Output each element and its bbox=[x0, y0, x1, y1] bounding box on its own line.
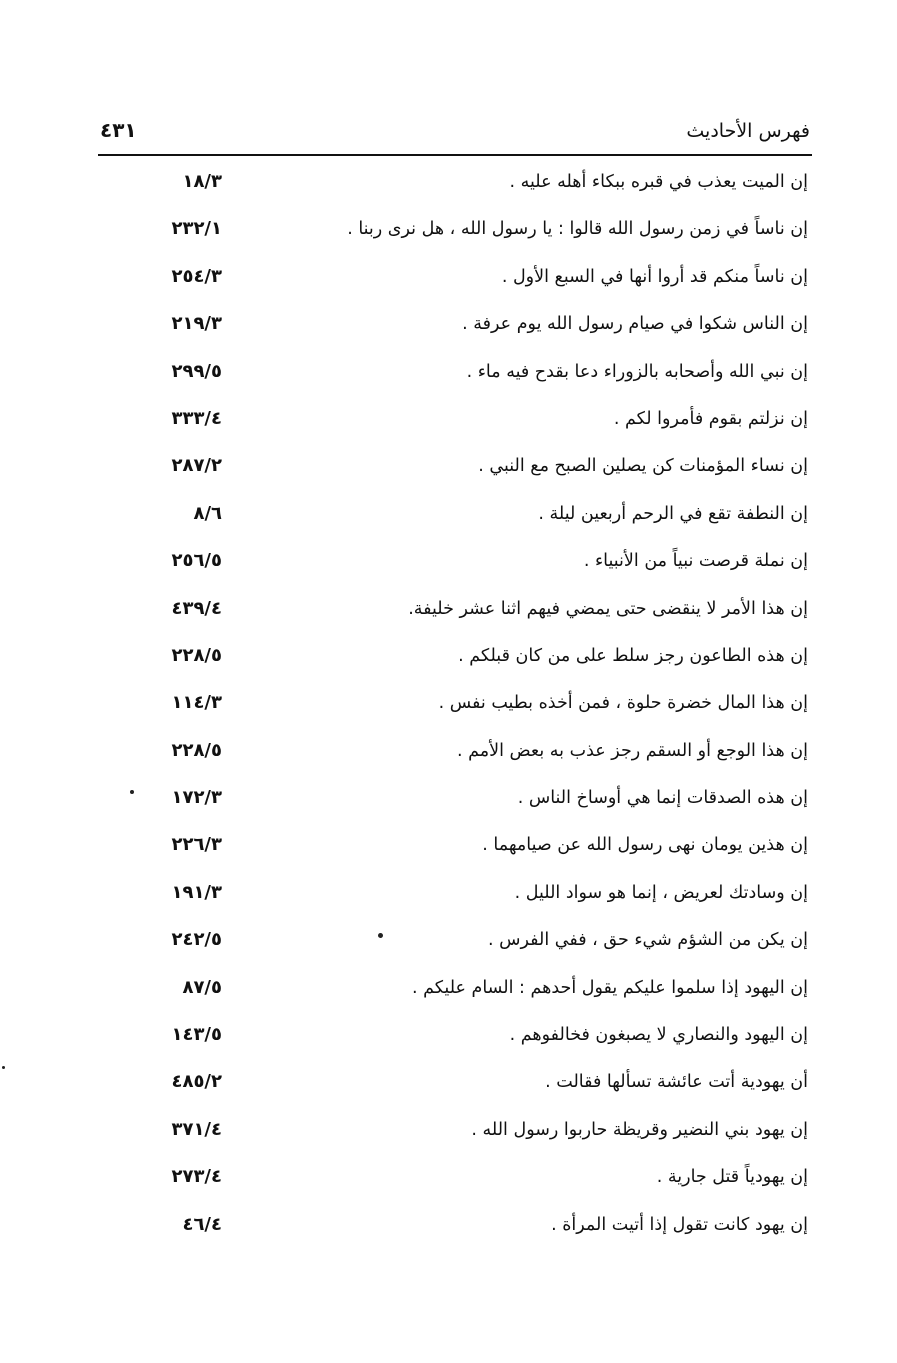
volume-page-reference: ٣٣٣/٤ bbox=[171, 407, 222, 429]
hadith-text: إن الميت يعذب في قبره ببكاء أهله عليه . bbox=[509, 172, 808, 192]
volume-page-reference: ١٤٣/٥ bbox=[171, 1024, 222, 1046]
hadith-text: إن هذه الصدقات إنما هي أوساخ الناس . bbox=[517, 788, 808, 809]
hadith-text: إن نساء المؤمنات كن يصلين الصبح مع النبي . bbox=[478, 456, 808, 477]
hadith-text: إن ناساً في زمن رسول الله قالوا : يا رسول الله ، هل نرى ربنا . bbox=[347, 219, 808, 240]
index-entry bbox=[0, 681, 897, 728]
volume-page-reference: ٢٢٨/٥ bbox=[171, 739, 222, 761]
hadith-text: إن هذا الوجع أو السقم رجز عذب به بعض الأمم . bbox=[456, 740, 808, 761]
index-entry bbox=[0, 1108, 897, 1155]
index-entry bbox=[0, 397, 897, 444]
index-entry bbox=[0, 966, 897, 1013]
volume-page-reference: ٢٩٩/٥ bbox=[171, 360, 222, 382]
index-entry bbox=[0, 587, 897, 634]
index-entry bbox=[0, 1203, 897, 1250]
volume-page-reference: ٨/٦ bbox=[193, 502, 222, 524]
index-entry bbox=[0, 729, 897, 776]
volume-page-reference: ٤٦/٤ bbox=[182, 1213, 222, 1235]
hadith-text: إن اليهود والنصاري لا يصبغون فخالفوهم . bbox=[509, 1025, 808, 1046]
scan-speck bbox=[378, 933, 383, 938]
volume-page-reference: ٢٤٢/٥ bbox=[171, 929, 222, 951]
index-entry bbox=[0, 350, 897, 397]
volume-page-reference: ١٩١/٣ bbox=[171, 881, 222, 903]
hadith-text: إن يهودياً قتل جارية . bbox=[656, 1167, 808, 1188]
hadith-text: إن نزلتم بقوم فأمروا لكم . bbox=[613, 408, 808, 429]
running-title: فهرس الأحاديث bbox=[686, 120, 810, 142]
index-entry bbox=[0, 823, 897, 870]
hadith-text: إن هذه الطاعون رجز سلط على من كان قبلكم . bbox=[458, 645, 808, 666]
hadith-text: إن الناس شكوا في صيام رسول الله يوم عرفة . bbox=[462, 314, 808, 335]
volume-page-reference: ٢١٩/٣ bbox=[171, 313, 222, 335]
index-entry bbox=[0, 1155, 897, 1202]
hadith-text: إن هذا المال خضرة حلوة ، فمن أخذه بطيب نفس . bbox=[438, 693, 808, 714]
page-number: ٤٣١ bbox=[100, 118, 137, 142]
hadith-index-list bbox=[0, 160, 897, 1250]
hadith-text: إن يهود كانت تقول إذا أتيت المرأة . bbox=[551, 1214, 808, 1235]
volume-page-reference: ٢٨٧/٢ bbox=[171, 455, 222, 477]
hadith-text: إن ناساً منكم قد أروا أنها في السبع الأول . bbox=[501, 266, 808, 287]
index-entry bbox=[0, 1013, 897, 1060]
hadith-text: إن نملة قرصت نبياً من الأنبياء . bbox=[583, 551, 808, 572]
volume-page-reference: ٢٣٢/١ bbox=[171, 218, 222, 240]
scan-speck bbox=[2, 1066, 5, 1069]
hadith-text: إن اليهود إذا سلموا عليكم يقول أحدهم : السام عليكم . bbox=[411, 977, 808, 998]
hadith-text: أن يهودية أتت عائشة تسألها فقالت . bbox=[545, 1072, 808, 1093]
index-entry bbox=[0, 492, 897, 539]
volume-page-reference: ٢٥٤/٣ bbox=[171, 265, 222, 287]
hadith-text: إن يكن من الشؤم شيء حق ، ففي الفرس . bbox=[488, 930, 808, 951]
volume-page-reference: ٢٢٦/٣ bbox=[171, 834, 222, 856]
hadith-text: إن هذا الأمر لا ينقضى حتى يمضي فيهم اثنا عشر خليفة. bbox=[408, 598, 808, 619]
index-entry bbox=[0, 444, 897, 491]
header-divider bbox=[98, 154, 812, 156]
index-entry bbox=[0, 539, 897, 586]
index-entry bbox=[0, 871, 897, 918]
hadith-text: إن النطفة تقع في الرحم أربعين ليلة . bbox=[538, 503, 808, 524]
volume-page-reference: ١١٤/٣ bbox=[171, 692, 222, 714]
index-entry bbox=[0, 207, 897, 254]
volume-page-reference: ٢٥٦/٥ bbox=[171, 550, 222, 572]
page-header bbox=[98, 118, 810, 154]
index-entry bbox=[0, 1060, 897, 1107]
volume-page-reference: ٣٧١/٤ bbox=[171, 1118, 222, 1140]
volume-page-reference: ٤٨٥/٢ bbox=[171, 1071, 222, 1093]
volume-page-reference: ١٧٢/٣ bbox=[171, 787, 222, 809]
index-entry bbox=[0, 776, 897, 823]
hadith-text: إن يهود بني النضير وقريظة حاربوا رسول الله . bbox=[471, 1119, 808, 1140]
volume-page-reference: ٤٣٩/٤ bbox=[171, 597, 222, 619]
volume-page-reference: ١٨/٣ bbox=[182, 171, 222, 192]
scan-speck bbox=[130, 790, 134, 794]
hadith-text: إن هذين يومان نهى رسول الله عن صيامهما . bbox=[482, 835, 808, 856]
volume-page-reference: ٢٢٨/٥ bbox=[171, 644, 222, 666]
index-entry bbox=[0, 302, 897, 349]
volume-page-reference: ٢٧٣/٤ bbox=[171, 1166, 222, 1188]
hadith-text: إن نبي الله وأصحابه بالزوراء دعا بقدح فيه ماء . bbox=[466, 361, 808, 382]
index-entry bbox=[0, 160, 897, 207]
index-entry bbox=[0, 918, 897, 965]
index-entry bbox=[0, 634, 897, 681]
index-entry bbox=[0, 255, 897, 302]
hadith-text: إن وسادتك لعريض ، إنما هو سواد الليل . bbox=[514, 882, 808, 903]
volume-page-reference: ٨٧/٥ bbox=[182, 976, 222, 998]
